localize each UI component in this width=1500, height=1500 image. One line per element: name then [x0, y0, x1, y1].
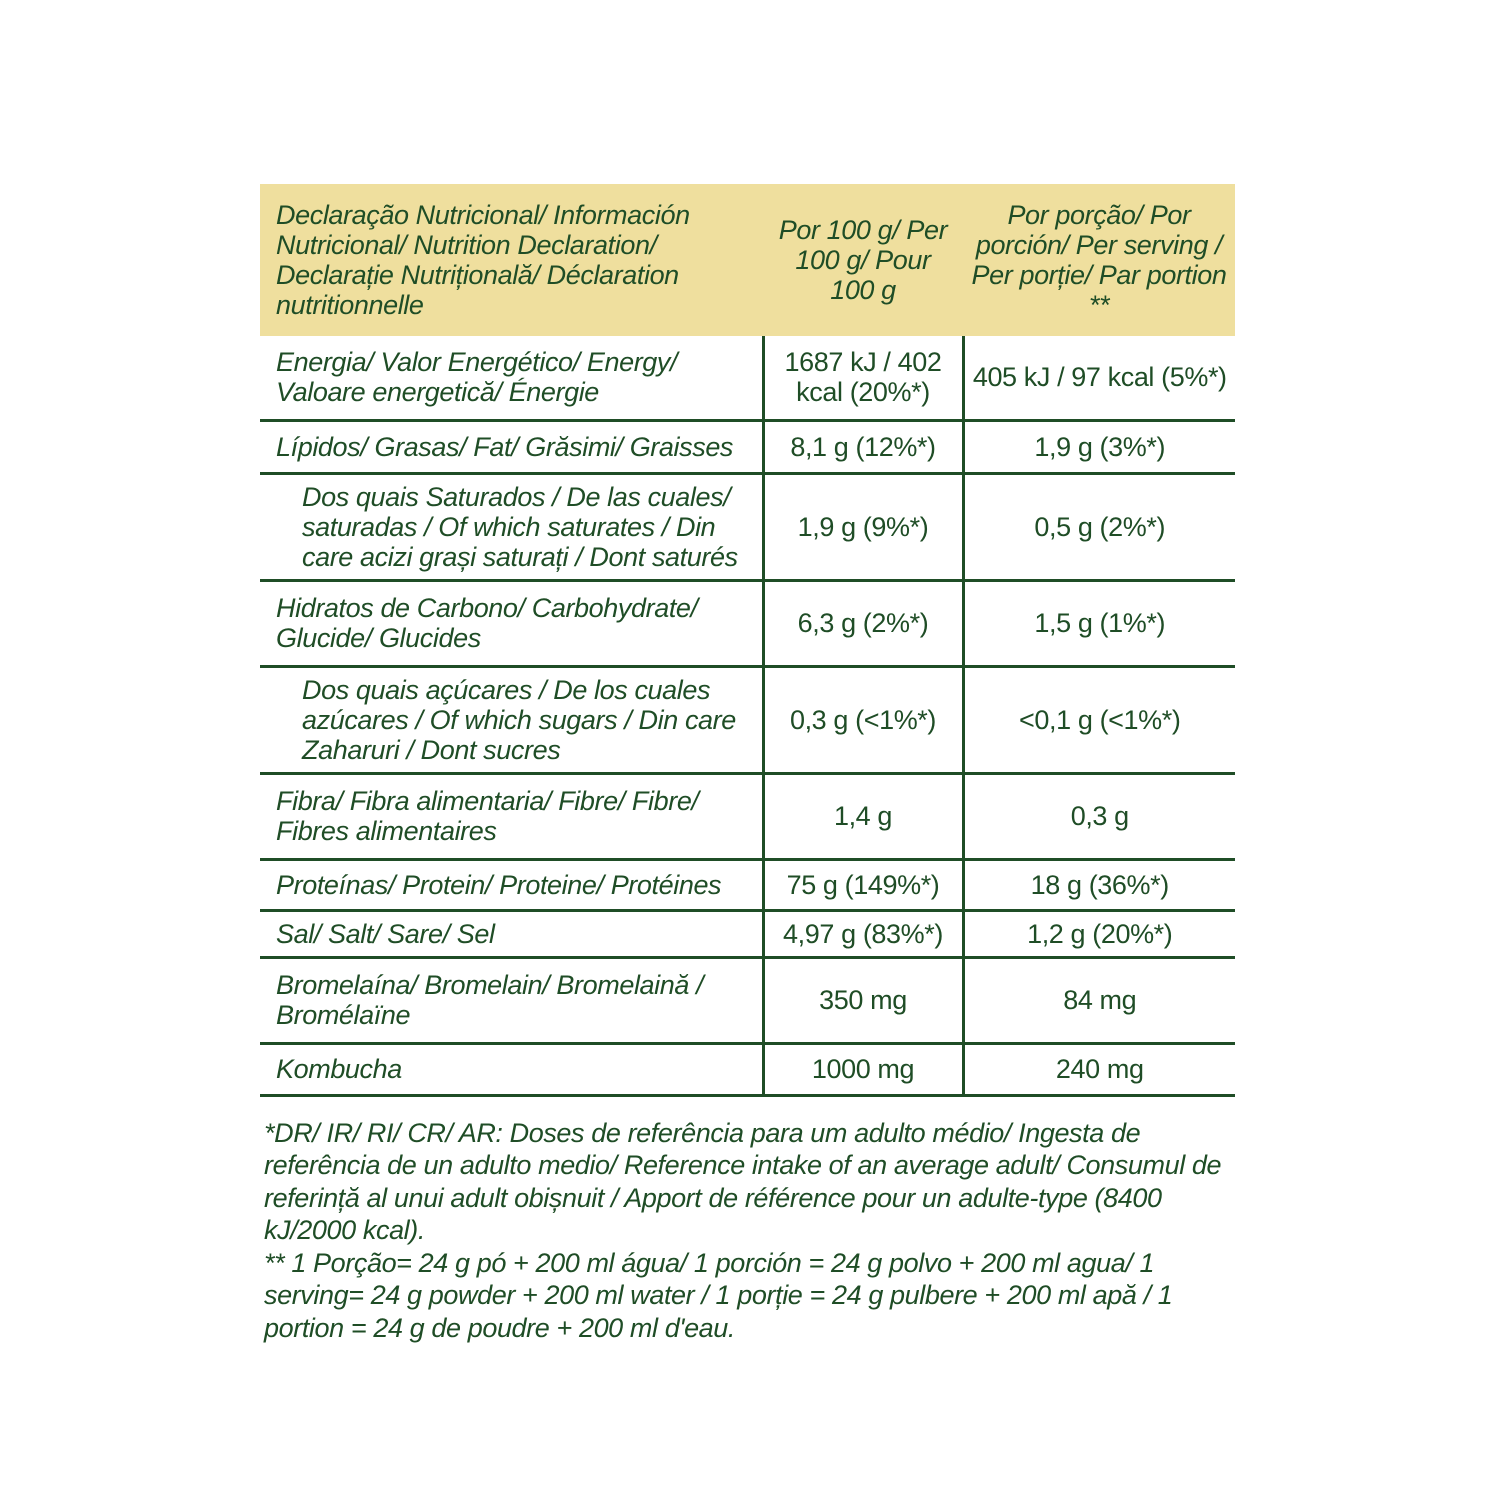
row-per-serving: 0,5 g (2%*) [963, 473, 1235, 580]
row-name: Lípidos/ Grasas/ Fat/ Grăsimi/ Graisses [260, 420, 763, 473]
row-per-100g: 1,4 g [763, 773, 963, 859]
row-per-100g: 8,1 g (12%*) [763, 420, 963, 473]
table-row [260, 859, 1235, 910]
row-name: Sal/ Salt/ Sare/ Sel [260, 910, 763, 957]
table-row [260, 1043, 1235, 1095]
row-name: Proteínas/ Protein/ Proteine/ Protéines [260, 859, 763, 910]
row-per-100g: 1000 mg [763, 1043, 963, 1095]
table-row [260, 957, 1235, 1043]
row-per-serving: 0,3 g [963, 773, 1235, 859]
nutrition-label [260, 184, 1235, 1344]
row-per-100g: 1,9 g (9%*) [763, 473, 963, 580]
table-row [260, 580, 1235, 666]
row-name: Kombucha [260, 1043, 763, 1095]
header-per-serving: Por porção/ Por porción/ Per serving / Per porție/ Par portion ** [963, 184, 1235, 336]
row-per-serving: 1,9 g (3%*) [963, 420, 1235, 473]
table-row [260, 473, 1235, 580]
table-header-row [260, 184, 1235, 336]
row-per-100g: 75 g (149%*) [763, 859, 963, 910]
row-name: Fibra/ Fibra alimentaria/ Fibre/ Fibre/ Fibres alimentaires [260, 773, 763, 859]
row-name: Bromelaína/ Bromelain/ Bromelaină / Bromélaïne [260, 957, 763, 1043]
table-row [260, 666, 1235, 773]
row-per-100g: 0,3 g (<1%*) [763, 666, 963, 773]
row-per-serving: 1,2 g (20%*) [963, 910, 1235, 957]
row-per-serving: 84 mg [963, 957, 1235, 1043]
nutrition-table [260, 184, 1235, 1097]
row-per-100g: 6,3 g (2%*) [763, 580, 963, 666]
row-per-serving: 240 mg [963, 1043, 1235, 1095]
table-row [260, 420, 1235, 473]
row-per-serving: 405 kJ / 97 kcal (5%*) [963, 336, 1235, 420]
row-name: Hidratos de Carbono/ Carbohydrate/ Glucide/ Glucides [260, 580, 763, 666]
row-per-serving: 18 g (36%*) [963, 859, 1235, 910]
row-per-100g: 4,97 g (83%*) [763, 910, 963, 957]
header-per-100g: Por 100 g/ Per 100 g/ Pour 100 g [763, 184, 963, 336]
row-name: Dos quais Saturados / De las cuales/ saturadas / Of which saturates / Din care acizi grași saturați / Dont saturés [260, 473, 763, 580]
row-per-100g: 1687 kJ / 402 kcal (20%*) [763, 336, 963, 420]
footnotes [260, 1117, 1239, 1345]
row-name: Energia/ Valor Energético/ Energy/ Valoare energetică/ Énergie [260, 336, 763, 420]
table-row [260, 336, 1235, 420]
table-row [260, 773, 1235, 859]
table-row [260, 910, 1235, 957]
row-per-serving: <0,1 g (<1%*) [963, 666, 1235, 773]
row-per-100g: 350 mg [763, 957, 963, 1043]
footnote-serving-size: ** 1 Porção= 24 g pó + 200 ml água/ 1 porción = 24 g polvo + 200 ml agua/ 1 serving= 24 g powder + 200 ml water / 1 porție = 24 g pulbere + 200 ml apă / 1 portion = 24 g de poudre + 200 ml d'eau. [264, 1247, 1173, 1343]
footnote-reference-intake: *DR/ IR/ RI/ CR/ AR: Doses de referência para um adulto médio/ Ingesta de referência de un adulto medio/ Reference intake of an average adult/ Consumul de referință al unui adult obișnuit / Apport de référence pour un adulte-type (8400 kJ/2000 kcal). [264, 1117, 1222, 1245]
row-per-serving: 1,5 g (1%*) [963, 580, 1235, 666]
row-name: Dos quais açúcares / De los cuales azúcares / Of which sugars / Din care Zaharuri / Dont sucres [260, 666, 763, 773]
header-nutrient: Declaração Nutricional/ Información Nutricional/ Nutrition Declaration/ Declarație Nutrițională/ Déclaration nutritionnelle [260, 184, 763, 336]
